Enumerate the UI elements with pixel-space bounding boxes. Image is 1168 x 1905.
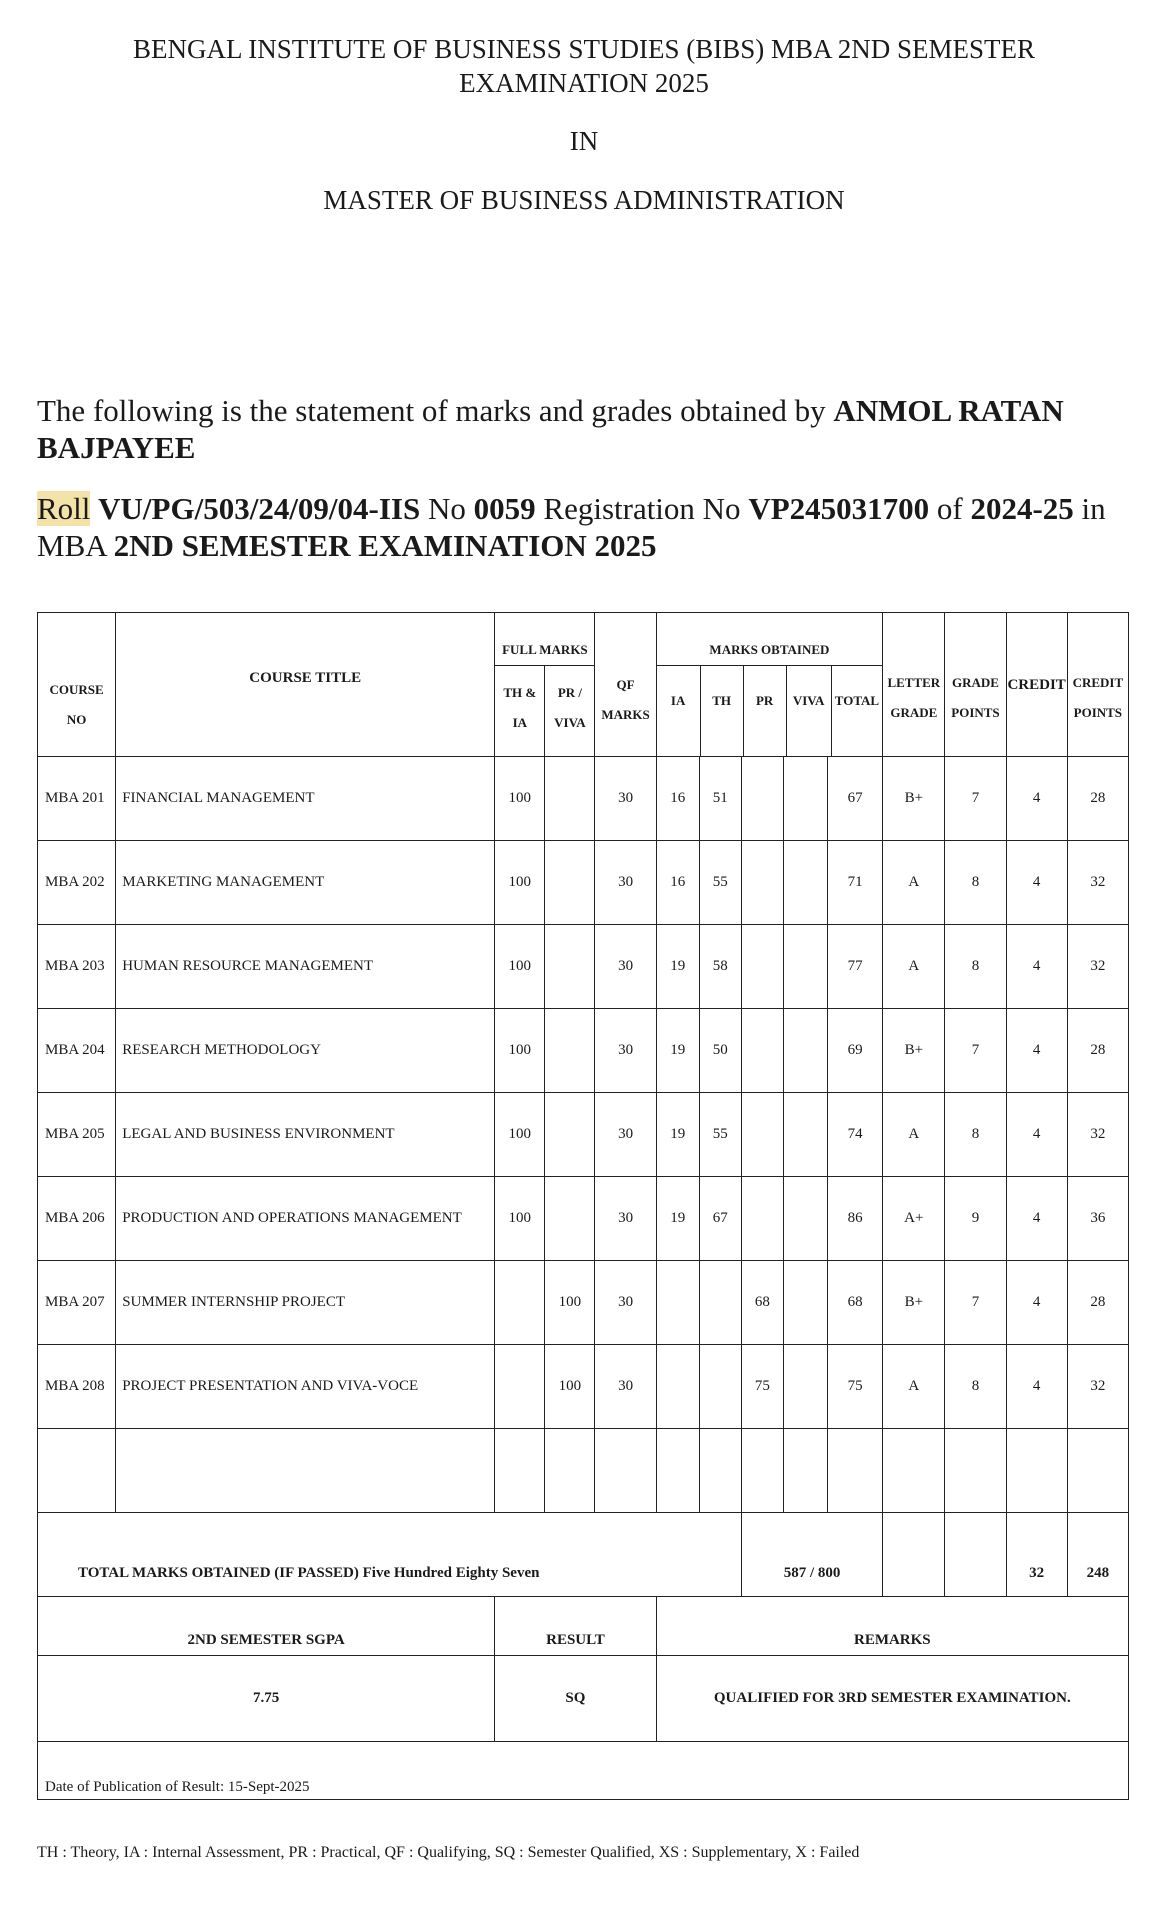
cell-th-ia (495, 1345, 545, 1429)
pr-header: PR (744, 666, 787, 756)
qf-marks-header: QF MARKS (595, 613, 656, 757)
cell-ia: 16 (656, 757, 699, 841)
cell-cp: 36 (1067, 1177, 1128, 1261)
viva-header: VIVA (787, 666, 832, 756)
no-label: No (428, 491, 466, 526)
cell-pr-viva (545, 925, 595, 1009)
cell-qf: 30 (595, 1261, 656, 1345)
cell-th: 55 (699, 1093, 741, 1177)
th-ia-header: TH & IA (495, 666, 545, 756)
cell-th-ia: 100 (495, 1093, 545, 1177)
cell-credit: 4 (1006, 925, 1067, 1009)
cell-qf: 30 (595, 757, 656, 841)
cell-th: 67 (699, 1177, 741, 1261)
cell-ia: 19 (656, 1093, 699, 1177)
footnote: TH : Theory, IA : Internal Assessment, PR : Practical, QF : Qualifying, SQ : Semester Qualified, XS : Supplementary, X : Failed (37, 1844, 860, 1861)
cell-th-ia: 100 (495, 1177, 545, 1261)
course-title-header: COURSE TITLE (116, 613, 495, 757)
cell-cp: 28 (1067, 1009, 1128, 1093)
total-marks-label: TOTAL MARKS OBTAINED (IF PASSED) Five Hundred Eighty Seven (38, 1513, 742, 1597)
cell-pr (741, 757, 783, 841)
table-row (38, 1093, 1129, 1177)
cell-gp: 8 (945, 1093, 1006, 1177)
cell-no: MBA 205 (38, 1093, 116, 1177)
publication-row (38, 1742, 1129, 1800)
total-marks-value: 587 / 800 (741, 1513, 882, 1597)
cell-letter: A (883, 1093, 945, 1177)
th-header: TH (701, 666, 744, 756)
cell-th-ia (495, 1261, 545, 1345)
course-no-header: COURSE NO (38, 613, 116, 757)
in-label: IN (569, 126, 599, 156)
result-value-row (38, 1656, 1129, 1742)
cell-pr (741, 925, 783, 1009)
cell-credit: 4 (1006, 1009, 1067, 1093)
cell-title: PRODUCTION AND OPERATIONS MANAGEMENT (116, 1177, 495, 1261)
table-row (38, 1261, 1129, 1345)
cell-total: 75 (828, 1345, 883, 1429)
cell-letter: B+ (883, 1009, 945, 1093)
cell-ia: 19 (656, 1177, 699, 1261)
cell-pr-viva (545, 841, 595, 925)
cell-th (699, 1261, 741, 1345)
total-credit: 32 (1006, 1513, 1067, 1597)
cell-th-ia: 100 (495, 925, 545, 1009)
cell-credit: 4 (1006, 1093, 1067, 1177)
cell-pr (741, 841, 783, 925)
registration-value: VP245031700 (748, 491, 930, 526)
cell-no: MBA 206 (38, 1177, 116, 1261)
roll-value: VU/PG/503/24/09/04-IIS (98, 491, 421, 526)
cell-no: MBA 204 (38, 1009, 116, 1093)
cell-pr-viva (545, 757, 595, 841)
cell-cp: 32 (1067, 1345, 1128, 1429)
marks-table (37, 612, 1129, 1800)
table-header-row (38, 613, 1129, 757)
cell-cp: 32 (1067, 841, 1128, 925)
cell-title: RESEARCH METHODOLOGY (116, 1009, 495, 1093)
cell-th: 58 (699, 925, 741, 1009)
cell-credit: 4 (1006, 1261, 1067, 1345)
cell-th (699, 1345, 741, 1429)
cell-viva (783, 925, 827, 1009)
result-label: RESULT (495, 1597, 656, 1656)
cell-credit: 4 (1006, 1345, 1067, 1429)
sgpa-value: 7.75 (38, 1656, 495, 1742)
cell-no: MBA 207 (38, 1261, 116, 1345)
full-marks-header: FULL MARKS TH & IA PR / VIVA (495, 613, 595, 757)
cell-letter: A (883, 1345, 945, 1429)
cell-ia (656, 1261, 699, 1345)
statement-line (37, 392, 1127, 466)
remarks-label: REMARKS (656, 1597, 1128, 1656)
institute-heading (0, 32, 1168, 100)
publication-date: Date of Publication of Result: 15-Sept-2025 (38, 1742, 1129, 1800)
cell-credit: 4 (1006, 841, 1067, 925)
result-header-row (38, 1597, 1129, 1656)
cell-qf: 30 (595, 1009, 656, 1093)
no-value: 0059 (473, 491, 536, 526)
cell-ia: 16 (656, 841, 699, 925)
cell-th: 50 (699, 1009, 741, 1093)
cell-total: 86 (828, 1177, 883, 1261)
cell-gp: 7 (945, 1009, 1006, 1093)
pr-viva-header: PR / VIVA (554, 685, 586, 730)
cell-letter: A+ (883, 1177, 945, 1261)
cell-viva (783, 841, 827, 925)
credit-points-header: CREDIT POINTS (1067, 613, 1128, 757)
cell-total: 71 (828, 841, 883, 925)
cell-qf: 30 (595, 925, 656, 1009)
registration-label: Registration No (543, 491, 741, 526)
cell-total: 74 (828, 1093, 883, 1177)
cell-cp: 32 (1067, 1093, 1128, 1177)
grade-points-header: GRADE POINTS (945, 613, 1006, 757)
cell-credit: 4 (1006, 1177, 1067, 1261)
cell-no: MBA 201 (38, 757, 116, 841)
cell-qf: 30 (595, 1345, 656, 1429)
cell-letter: B+ (883, 1261, 945, 1345)
cell-gp: 8 (945, 841, 1006, 925)
cell-pr-viva: 100 (545, 1261, 595, 1345)
statement-prefix: The following is the statement of marks and grades obtained by (37, 393, 826, 428)
cell-credit: 4 (1006, 757, 1067, 841)
in-word: in (1081, 491, 1106, 526)
cell-gp: 7 (945, 757, 1006, 841)
cell-letter: A (883, 925, 945, 1009)
cell-pr-viva (545, 1093, 595, 1177)
cell-pr (741, 1177, 783, 1261)
cell-gp: 8 (945, 925, 1006, 1009)
cell-th-ia: 100 (495, 757, 545, 841)
cell-viva (783, 1093, 827, 1177)
cell-th-ia: 100 (495, 1009, 545, 1093)
total-row (38, 1513, 1129, 1597)
cell-gp: 9 (945, 1177, 1006, 1261)
cell-no: MBA 202 (38, 841, 116, 925)
marks-obtained-header: MARKS OBTAINED IA TH PR VIVA TOTAL (656, 613, 883, 757)
cell-pr: 75 (741, 1345, 783, 1429)
cell-total: 69 (828, 1009, 883, 1093)
cell-title: LEGAL AND BUSINESS ENVIRONMENT (116, 1093, 495, 1177)
cell-th: 55 (699, 841, 741, 925)
cell-title: SUMMER INTERNSHIP PROJECT (116, 1261, 495, 1345)
cell-cp: 32 (1067, 925, 1128, 1009)
cell-letter: B+ (883, 757, 945, 841)
cell-letter: A (883, 841, 945, 925)
cell-pr-viva (545, 1009, 595, 1093)
cell-qf: 30 (595, 1177, 656, 1261)
cell-title: MARKETING MANAGEMENT (116, 841, 495, 925)
cell-ia: 19 (656, 1009, 699, 1093)
cell-viva (783, 1009, 827, 1093)
cell-total: 68 (828, 1261, 883, 1345)
cell-pr: 68 (741, 1261, 783, 1345)
total-credit-points: 248 (1067, 1513, 1128, 1597)
cell-gp: 8 (945, 1345, 1006, 1429)
cell-viva (783, 757, 827, 841)
cell-qf: 30 (595, 841, 656, 925)
letter-grade-header: LETTER GRADE (883, 613, 945, 757)
remarks-value: QUALIFIED FOR 3RD SEMESTER EXAMINATION. (656, 1656, 1128, 1742)
cell-qf: 30 (595, 1093, 656, 1177)
cell-title: HUMAN RESOURCE MANAGEMENT (116, 925, 495, 1009)
cell-title: FINANCIAL MANAGEMENT (116, 757, 495, 841)
cell-total: 77 (828, 925, 883, 1009)
cell-no: MBA 203 (38, 925, 116, 1009)
cell-ia: 19 (656, 925, 699, 1009)
cell-total: 67 (828, 757, 883, 841)
cell-cp: 28 (1067, 757, 1128, 841)
table-row (38, 1009, 1129, 1093)
cell-gp: 7 (945, 1261, 1006, 1345)
session-value: 2024-25 (970, 491, 1074, 526)
cell-pr-viva: 100 (545, 1345, 595, 1429)
cell-pr (741, 1009, 783, 1093)
total-header: TOTAL (834, 693, 880, 708)
cell-title: PROJECT PRESENTATION AND VIVA-VOCE (116, 1345, 495, 1429)
result-value: SQ (495, 1656, 656, 1742)
roll-line (37, 490, 1147, 564)
roll-label: Roll (37, 491, 91, 526)
cell-viva (783, 1345, 827, 1429)
cell-pr (741, 1093, 783, 1177)
cell-no: MBA 208 (38, 1345, 116, 1429)
credit-header: CREDIT (1006, 613, 1067, 757)
cell-th-ia: 100 (495, 841, 545, 925)
student-name: ANMOL RATAN BAJPAYEE (37, 393, 1064, 465)
cell-th: 51 (699, 757, 741, 841)
of-label: of (936, 491, 963, 526)
table-row (38, 1345, 1129, 1429)
exam-name: 2ND SEMESTER EXAMINATION 2025 (113, 528, 657, 563)
cell-pr-viva (545, 1177, 595, 1261)
table-row (38, 757, 1129, 841)
programme-title: MASTER OF BUSINESS ADMINISTRATION (323, 185, 845, 215)
institute-line-1: BENGAL INSTITUTE OF BUSINESS STUDIES (BIBS) MBA 2ND SEMESTER (132, 34, 1036, 64)
cell-viva (783, 1261, 827, 1345)
sgpa-label: 2ND SEMESTER SGPA (38, 1597, 495, 1656)
institute-line-2: EXAMINATION 2025 (459, 68, 709, 98)
cell-cp: 28 (1067, 1261, 1128, 1345)
cell-ia (656, 1345, 699, 1429)
table-row (38, 841, 1129, 925)
blank-row (38, 1429, 1129, 1513)
cell-viva (783, 1177, 827, 1261)
course-name: MBA (37, 528, 106, 563)
table-row (38, 1177, 1129, 1261)
ia-header: IA (657, 666, 701, 756)
table-row (38, 925, 1129, 1009)
